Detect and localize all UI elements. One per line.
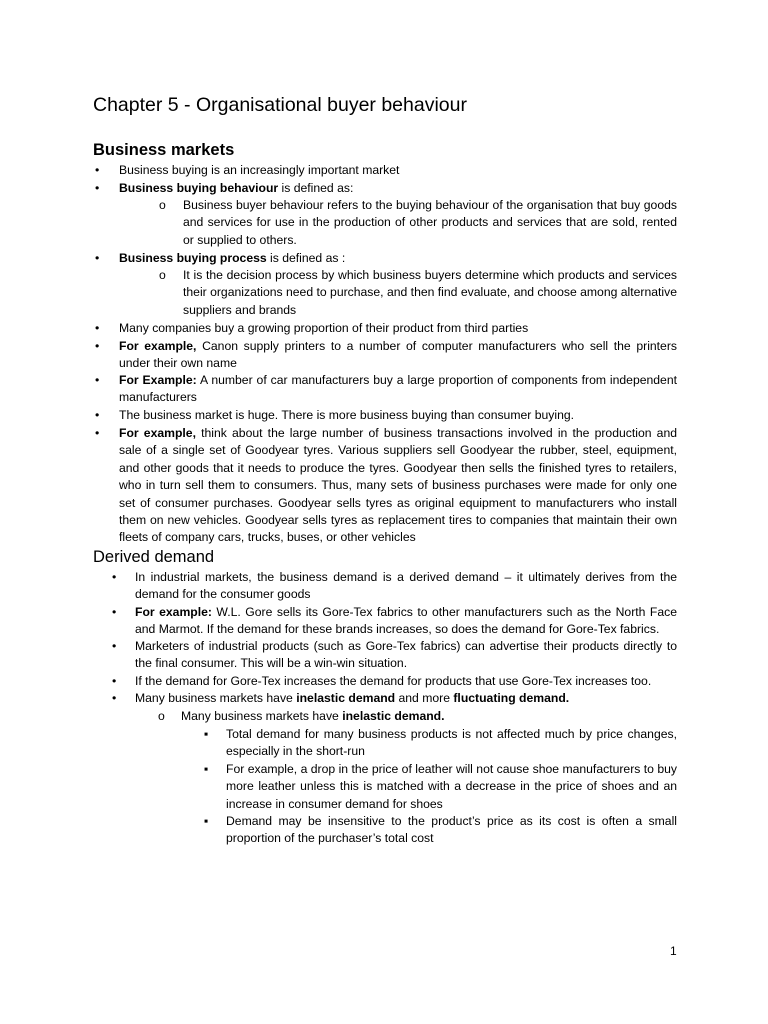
- bullet-icon: •: [112, 605, 117, 619]
- section-heading-derived-demand: Derived demand: [93, 548, 215, 566]
- list-item: • Marketers of industrial products (such as Gore-Tex fabrics) can advertise their products directly to the final consumer. This will be a win-win situation.: [112, 639, 677, 671]
- bullet-icon: •: [95, 339, 100, 353]
- square-bullet-icon: ▪: [204, 814, 209, 828]
- page-number: 1: [670, 944, 677, 958]
- list-item: • Business buying process is defined as :: [119, 250, 677, 267]
- sub-list-item: o It is the decision process by which business buyers determine which products and services their organizations need to purchase, and then find evaluate, and choose among alternative suppliers and brands: [159, 268, 677, 317]
- circle-bullet-icon: o: [158, 709, 165, 723]
- square-bullet-icon: ▪: [204, 762, 209, 776]
- square-bullet-icon: ▪: [204, 727, 209, 741]
- bullet-icon: •: [95, 408, 100, 422]
- list-item: • In industrial markets, the business demand is a derived demand – it ultimately derives from the demand for the consumer goods: [112, 570, 677, 602]
- bullet-icon: •: [95, 181, 100, 195]
- chapter-title: Chapter 5 - Organisational buyer behaviour: [93, 94, 467, 116]
- list-item: • For example, think about the large number of business transactions involved in the production and sale of a single set of Goodyear tyres. Various suppliers sell Goodyear the rubber, steel, equipment, and other goods that it needs to produce the tyres. Goodyear then sells the finished tyres to retailers, who in turn sell them to consumers. Thus, many sets of business purchases were made for only one set of consumer purchases. Goodyear sells tyres as original equipment to manufacturers who install them on new vehicles. Goodyear sells tyres as replacement tires to companies that maintain their own fleets of company cars, trucks, buses, or other vehicles: [95, 426, 678, 545]
- bullet-icon: •: [95, 373, 100, 387]
- list-item: • Business buying behaviour is defined as:: [119, 180, 677, 197]
- section-heading-business-markets: Business markets: [93, 141, 235, 159]
- sub-list-item: o Many business markets have inelastic demand.: [181, 708, 677, 725]
- circle-bullet-icon: o: [159, 268, 166, 282]
- bullet-icon: •: [95, 251, 100, 265]
- list-item: • Business buying is an increasingly important market: [119, 162, 677, 179]
- list-item: • If the demand for Gore-Tex increases the demand for products that use Gore-Tex increases too.: [135, 673, 677, 690]
- sub-sub-list-item: ▪ For example, a drop in the price of leather will not cause shoe manufacturers to buy more leather unless this is matched with a decrease in the price of shoes and an increase in consumer demand for shoes: [204, 762, 677, 811]
- sub-sub-list-item: ▪ Total demand for many business products is not affected much by price changes, especially in the short-run: [204, 727, 677, 759]
- list-item: • For example, Canon supply printers to a number of computer manufacturers who sell the printers under their own name: [95, 339, 677, 371]
- list-item: • Many companies buy a growing proportion of their product from third parties: [119, 320, 677, 337]
- bullet-icon: •: [112, 691, 117, 705]
- bullet-icon: •: [95, 163, 100, 177]
- list-item: • Many business markets have inelastic demand and more fluctuating demand.: [135, 690, 677, 707]
- circle-bullet-icon: o: [159, 198, 166, 212]
- bullet-icon: •: [95, 321, 100, 335]
- list-item: • For Example: A number of car manufacturers buy a large proportion of components from independent manufacturers: [95, 373, 677, 405]
- bullet-icon: •: [112, 639, 117, 653]
- list-item: • For example: W.L. Gore sells its Gore-Tex fabrics to other manufacturers such as the North Face and Marmot. If the demand for these brands increases, so does the demand for Gore-Tex fabrics.: [112, 605, 677, 637]
- bullet-icon: •: [112, 570, 117, 584]
- sub-list-item: o Business buyer behaviour refers to the buying behaviour of the organisation that buy goods and services for use in the production of other products and services that are sold, rented or supplied to others.: [159, 198, 677, 247]
- bullet-icon: •: [95, 426, 100, 440]
- sub-sub-list-item: ▪ Demand may be insensitive to the product’s price as its cost is often a small proportion of the purchaser’s total cost: [204, 814, 677, 846]
- list-item: • The business market is huge. There is more business buying than consumer buying.: [119, 407, 677, 424]
- bullet-icon: •: [112, 674, 117, 688]
